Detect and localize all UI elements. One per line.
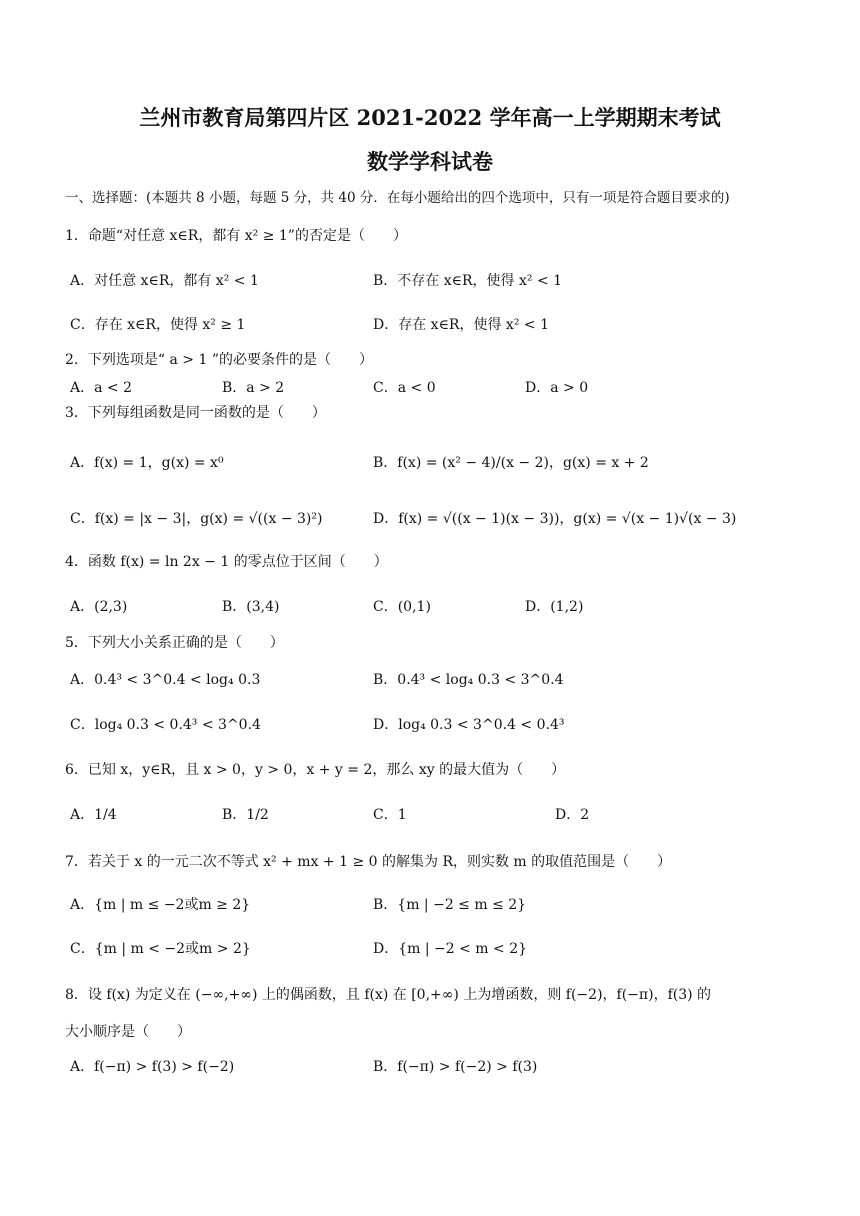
question-8-line-2: 大小顺序是（ ） bbox=[65, 1024, 191, 1040]
question-3: 3．下列每组函数是同一函数的是（ ） bbox=[65, 405, 326, 421]
q2-option-c: C．a < 0 bbox=[373, 380, 436, 396]
q1-option-a: A．对任意 x∈R，都有 x² < 1 bbox=[70, 273, 259, 289]
q3-option-a: A．f(x) = 1，g(x) = x⁰ bbox=[70, 455, 224, 471]
question-7: 7．若关于 x 的一元二次不等式 x² + mx + 1 ≥ 0 的解集为 R，则实数 m 的取值范围是（ ） bbox=[65, 854, 672, 870]
q4-option-b: B．(3,4) bbox=[222, 599, 280, 615]
q3-option-c: C．f(x) = |x − 3|，g(x) = √((x − 3)²) bbox=[70, 511, 323, 527]
q4-option-c: C．(0,1) bbox=[373, 599, 431, 615]
q3-option-d: D．f(x) = √((x − 1)(x − 3))，g(x) = √(x − 1)√(x − 3) bbox=[373, 511, 737, 527]
q6-option-d: D．2 bbox=[555, 807, 590, 823]
q8-option-b: B．f(−π) > f(−2) > f(3) bbox=[373, 1059, 538, 1075]
q7-option-c: C．{m | m < −2或m > 2} bbox=[70, 941, 251, 957]
q1-option-c: C．存在 x∈R，使得 x² ≥ 1 bbox=[70, 317, 246, 333]
q5-option-b: B．0.4³ < log₄ 0.3 < 3^0.4 bbox=[373, 672, 564, 688]
exam-subtitle: 数学学科试卷 bbox=[367, 149, 493, 174]
q6-option-c: C．1 bbox=[373, 807, 407, 823]
q5-option-a: A．0.4³ < 3^0.4 < log₄ 0.3 bbox=[70, 672, 261, 688]
q7-option-a: A．{m | m ≤ −2或m ≥ 2} bbox=[70, 897, 251, 913]
section-header: 一、选择题：(本题共 8 小题，每题 5 分，共 40 分．在每小题给出的四个选项中，只有一项是符合题目要求的) bbox=[65, 190, 730, 206]
q7-option-d: D．{m | −2 < m < 2} bbox=[373, 941, 528, 957]
q2-option-a: A．a < 2 bbox=[70, 380, 132, 396]
q2-option-d: D．a > 0 bbox=[525, 380, 589, 396]
question-6: 6．已知 x，y∈R，且 x > 0，y > 0，x + y = 2，那么 xy 的最大值为（ ） bbox=[65, 762, 566, 778]
q1-option-d: D．存在 x∈R，使得 x² < 1 bbox=[373, 317, 549, 333]
question-4: 4．函数 f(x) = ln 2x − 1 的零点位于区间（ ） bbox=[65, 554, 388, 570]
question-8: 8．设 f(x) 为定义在 (−∞,+∞) 上的偶函数，且 f(x) 在 [0,+∞) 上为增函数，则 f(−2)，f(−π)，f(3) 的 bbox=[65, 987, 712, 1003]
q1-option-b: B．不存在 x∈R，使得 x² < 1 bbox=[373, 273, 563, 289]
exam-title: 兰州市教育局第四片区 2021-2022 学年高一上学期期末考试 bbox=[139, 105, 721, 130]
question-5: 5．下列大小关系正确的是（ ） bbox=[65, 635, 284, 651]
q4-option-a: A．(2,3) bbox=[70, 599, 128, 615]
q2-option-b: B．a > 2 bbox=[222, 380, 285, 396]
q6-option-a: A．1/4 bbox=[70, 807, 117, 823]
q8-option-a: A．f(−π) > f(3) > f(−2) bbox=[70, 1059, 235, 1075]
question-2: 2．下列选项是“ a > 1 ”的必要条件的是（ ） bbox=[65, 352, 374, 368]
q5-option-c: C．log₄ 0.3 < 0.4³ < 3^0.4 bbox=[70, 717, 261, 733]
q3-option-b: B．f(x) = (x² − 4)/(x − 2)，g(x) = x + 2 bbox=[373, 455, 649, 471]
q6-option-b: B．1/2 bbox=[222, 807, 269, 823]
q5-option-d: D．log₄ 0.3 < 3^0.4 < 0.4³ bbox=[373, 717, 565, 733]
q7-option-b: B．{m | −2 ≤ m ≤ 2} bbox=[373, 897, 527, 913]
q4-option-d: D．(1,2) bbox=[525, 599, 584, 615]
question-1: 1．命题“对任意 x∈R，都有 x² ≥ 1”的否定是（ ） bbox=[65, 228, 407, 244]
